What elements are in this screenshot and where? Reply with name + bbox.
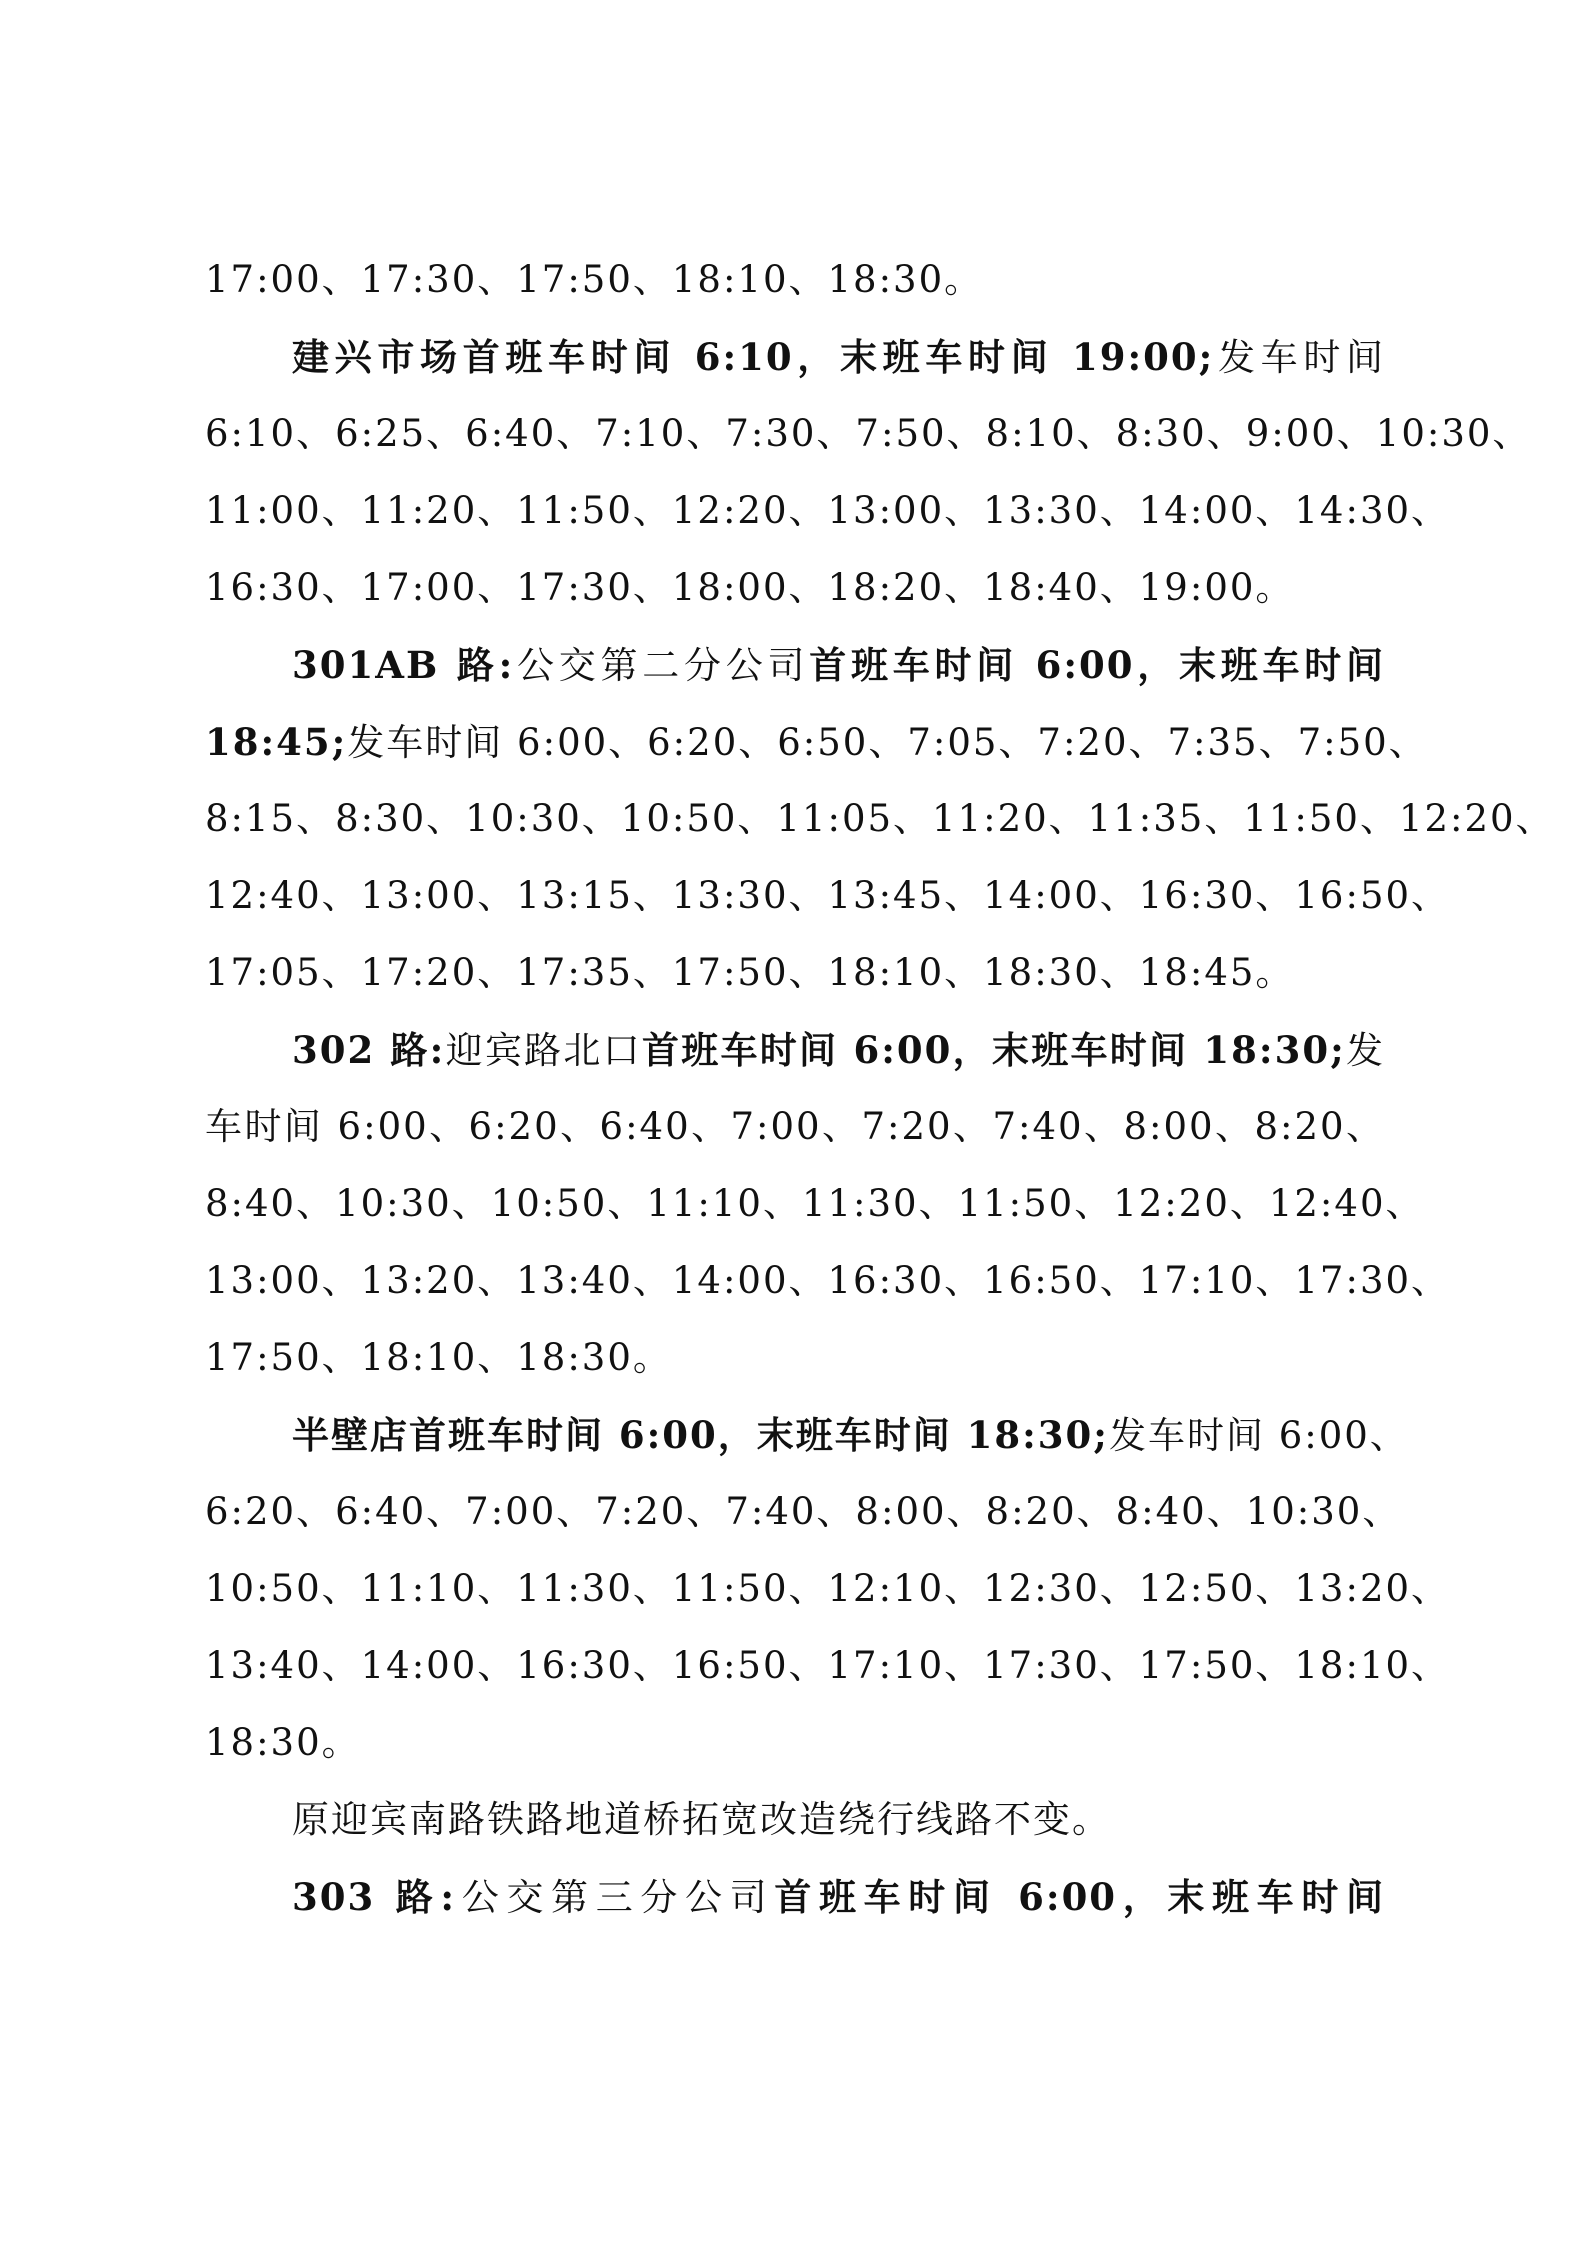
text-segment: 迎宾路北口 [445, 1029, 642, 1072]
text-segment: 17:05、17:20、17:35、17:50、18:10、18:30、18:45。 [205, 951, 1295, 994]
text-segment: 车时间 6:00、6:20、6:40、7:00、7:20、7:40、8:00、8:20、 [205, 1105, 1385, 1148]
text-segment: 13:00、13:20、13:40、14:00、16:30、16:50、17:10、17:30、 [205, 1259, 1451, 1302]
text-segment: 18:30。 [205, 1721, 361, 1764]
text-segment: 17:00、17:30、17:50、18:10、18:30。 [205, 258, 984, 301]
text-line [205, 558, 1385, 618]
text-segment: 16:30、17:00、17:30、18:00、18:20、18:40、19:00。 [205, 566, 1295, 609]
text-line [292, 1790, 1385, 1850]
text-segment: 17:50、18:10、18:30。 [205, 1336, 672, 1379]
text-line [205, 1174, 1425, 1234]
text-segment: 13:40、14:00、16:30、16:50、17:10、17:30、17:50、18:10、 [205, 1644, 1451, 1687]
text-line [205, 866, 1451, 926]
text-segment: 首班车时间 6:00，末班车时间 [809, 643, 1385, 687]
text-segment: 6:10、6:25、6:40、7:10、7:30、7:50、8:10、8:30、9:00、10:30、 [205, 412, 1532, 455]
text-segment: 10:50、11:10、11:30、11:50、12:10、12:30、12:50、13:20、 [205, 1567, 1451, 1610]
text-segment: 发 [1345, 1029, 1386, 1072]
text-line [205, 943, 1385, 1003]
text-line [292, 1867, 1385, 1927]
text-line [205, 1251, 1451, 1311]
text-line [205, 481, 1451, 541]
text-segment: 发车时间 [1214, 336, 1386, 379]
text-line [205, 404, 1532, 464]
text-line [205, 1482, 1402, 1542]
text-line [205, 1713, 1385, 1773]
text-segment: 发车时间 6:00、 [1108, 1414, 1409, 1457]
text-line [205, 712, 1428, 772]
text-line [205, 250, 1385, 310]
text-line [292, 327, 1385, 387]
text-segment: 首班车时间 6:00，末班车时间 [774, 1875, 1385, 1919]
text-segment: 12:40、13:00、13:15、13:30、13:45、14:00、16:30、16:50、 [205, 874, 1451, 917]
text-segment: 原迎宾南路铁路地道桥拓宽改造绕行线路不变。 [292, 1798, 1111, 1841]
text-segment: 11:00、11:20、11:50、12:20、13:00、13:30、14:00、14:30、 [205, 489, 1451, 532]
text-line [205, 1328, 1385, 1388]
text-segment: 建兴市场首班车时间 6:10，末班车时间 19:00; [292, 335, 1215, 379]
text-segment: 公交第三分公司 [456, 1876, 775, 1919]
text-line [292, 1020, 1385, 1080]
text-segment: 18:45; [205, 720, 348, 764]
text-line [292, 1405, 1409, 1465]
text-segment: 公交第二分公司 [514, 644, 810, 687]
text-segment: 发车时间 6:00、6:20、6:50、7:05、7:20、7:35、7:50、 [347, 721, 1428, 764]
text-segment: 首班车时间 6:00，末班车时间 18:30; [641, 1028, 1346, 1072]
text-line [292, 635, 1385, 695]
text-line [205, 1636, 1451, 1696]
text-segment: 6:20、6:40、7:00、7:20、7:40、8:00、8:20、8:40、10:30、 [205, 1490, 1402, 1533]
text-segment: 302 路: [292, 1028, 446, 1072]
text-line [205, 789, 1555, 849]
text-segment: 半壁店首班车时间 6:00，末班车时间 18:30; [292, 1413, 1109, 1457]
text-line [205, 1559, 1451, 1619]
text-line [205, 1097, 1385, 1157]
text-segment: 8:15、8:30、10:30、10:50、11:05、11:20、11:35、11:50、12:20、 [205, 797, 1555, 840]
text-segment: 8:40、10:30、10:50、11:10、11:30、11:50、12:20、12:40、 [205, 1182, 1425, 1225]
text-segment: 303 路: [292, 1875, 457, 1919]
text-segment: 301AB 路: [292, 643, 515, 687]
